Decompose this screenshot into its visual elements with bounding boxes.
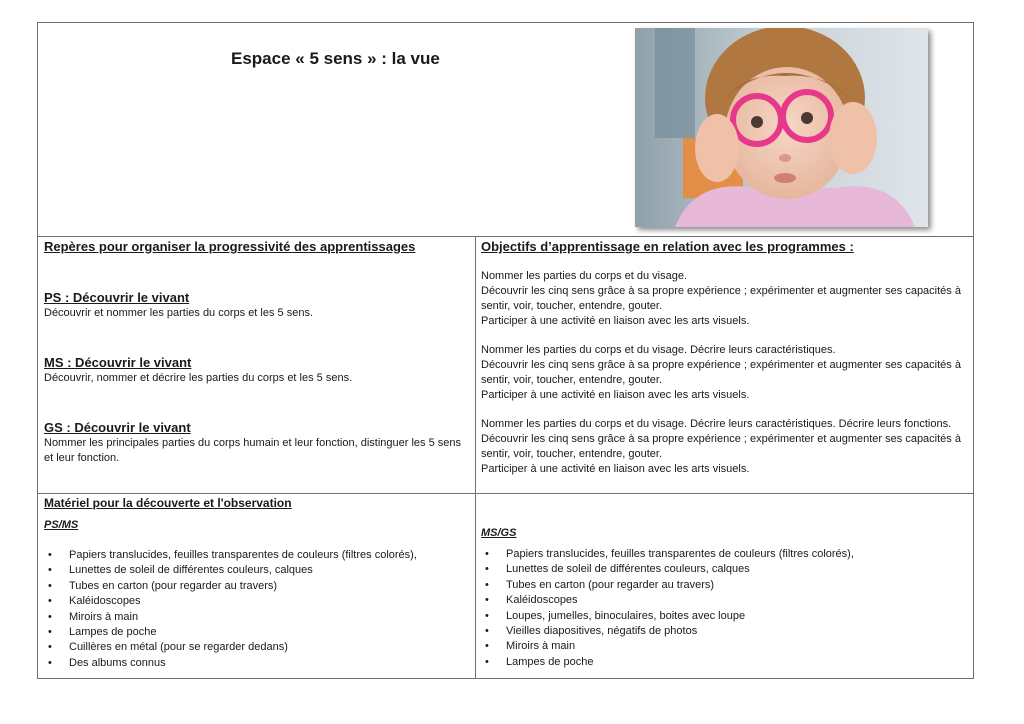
gs-text-line-2: et leur fonction. [44, 452, 120, 464]
photo-image [635, 28, 928, 227]
objectifs-cell [481, 238, 971, 477]
objectif-line: Nommer les parties du corps et du visage. Décrire leurs caractéristiques. Décrire leurs fonctions. [481, 418, 952, 430]
row-divider-2 [38, 493, 973, 494]
document-page [37, 22, 974, 679]
objectif-line: Nommer les parties du corps et du visage. Décrire leurs caractéristiques. [481, 344, 836, 356]
list-item: • Cuillères en métal (pour se regarder dedans) [44, 640, 472, 655]
objectif-line: sentir, voir, toucher, entendre, gouter. [481, 448, 663, 460]
list-item: • Lampes de poche [44, 625, 472, 640]
objectif-line: Découvrir les cinq sens grâce à sa propre expérience ; expérimenter et augmenter ses capacités à [481, 285, 961, 297]
list-item: • Kaléidoscopes [481, 593, 971, 608]
page-title: Espace « 5 sens » : la vue [231, 49, 440, 68]
ps-text: Découvrir et nommer les parties du corps et les 5 sens. [44, 307, 314, 319]
objectif-line: Participer à une activité en liaison avec les arts visuels. [481, 389, 750, 401]
objectif-line: Nommer les parties du corps et du visage. [481, 270, 688, 282]
list-item: • Des albums connus [44, 656, 472, 671]
list-item: • Lampes de poche [481, 655, 971, 670]
materiel-heading: Matériel pour la découverte et l'observation [44, 496, 292, 510]
msgs-label: MS/GS [481, 527, 517, 539]
objectifs-heading: Objectifs d’apprentissage en relation avec les programmes : [481, 239, 854, 254]
reperes-heading: Repères pour organiser la progressivité des apprentissages [44, 239, 416, 254]
materiel-msgs-cell [481, 495, 971, 670]
ms-text: Découvrir, nommer et décrire les parties du corps et les 5 sens. [44, 372, 353, 384]
objectif-line: Participer à une activité en liaison avec les arts visuels. [481, 315, 750, 327]
row-divider-1 [38, 236, 973, 237]
list-item: • Miroirs à main [481, 639, 971, 654]
list-item: • Vieilles diapositives, négatifs de photos [481, 624, 971, 639]
objectif-line: Découvrir les cinq sens grâce à sa propre expérience ; expérimenter et augmenter ses capacités à [481, 359, 961, 371]
list-item: • Miroirs à main [44, 610, 472, 625]
msgs-list [481, 547, 971, 670]
objectifs-ps-block [481, 269, 971, 329]
list-item: • Tubes en carton (pour regarder au travers) [44, 579, 472, 594]
list-item: • Kaléidoscopes [44, 594, 472, 609]
column-divider [475, 236, 476, 678]
ps-title: PS : Découvrir le vivant [44, 290, 190, 305]
list-item: • Loupes, jumelles, binoculaires, boites avec loupe [481, 609, 971, 624]
list-item: • Lunettes de soleil de différentes couleurs, calques [44, 563, 472, 578]
materiel-psms-cell [44, 495, 472, 671]
psms-label: PS/MS [44, 519, 79, 531]
reperes-cell [44, 238, 472, 466]
objectif-line: sentir, voir, toucher, entendre, gouter. [481, 300, 663, 312]
gs-title: GS : Découvrir le vivant [44, 420, 191, 435]
list-item: • Papiers translucides, feuilles transparentes de couleurs (filtres colorés), [44, 548, 472, 563]
list-item: • Lunettes de soleil de différentes couleurs, calques [481, 562, 971, 577]
ms-title: MS : Découvrir le vivant [44, 355, 192, 370]
psms-list [44, 548, 472, 671]
objectif-line: Découvrir les cinq sens grâce à sa propre expérience ; expérimenter et augmenter ses capacités à [481, 433, 961, 445]
gs-text-line-1: Nommer les principales parties du corps humain et leur fonction, distinguer les 5 sens [44, 437, 461, 449]
list-item: • Papiers translucides, feuilles transparentes de couleurs (filtres colorés), [481, 547, 971, 562]
objectif-line: sentir, voir, toucher, entendre, gouter. [481, 374, 663, 386]
child-glasses-photo [635, 28, 928, 227]
list-item: • Tubes en carton (pour regarder au travers) [481, 578, 971, 593]
objectifs-gs-block [481, 417, 971, 477]
objectif-line: Participer à une activité en liaison avec les arts visuels. [481, 463, 750, 475]
objectifs-ms-block [481, 343, 971, 403]
